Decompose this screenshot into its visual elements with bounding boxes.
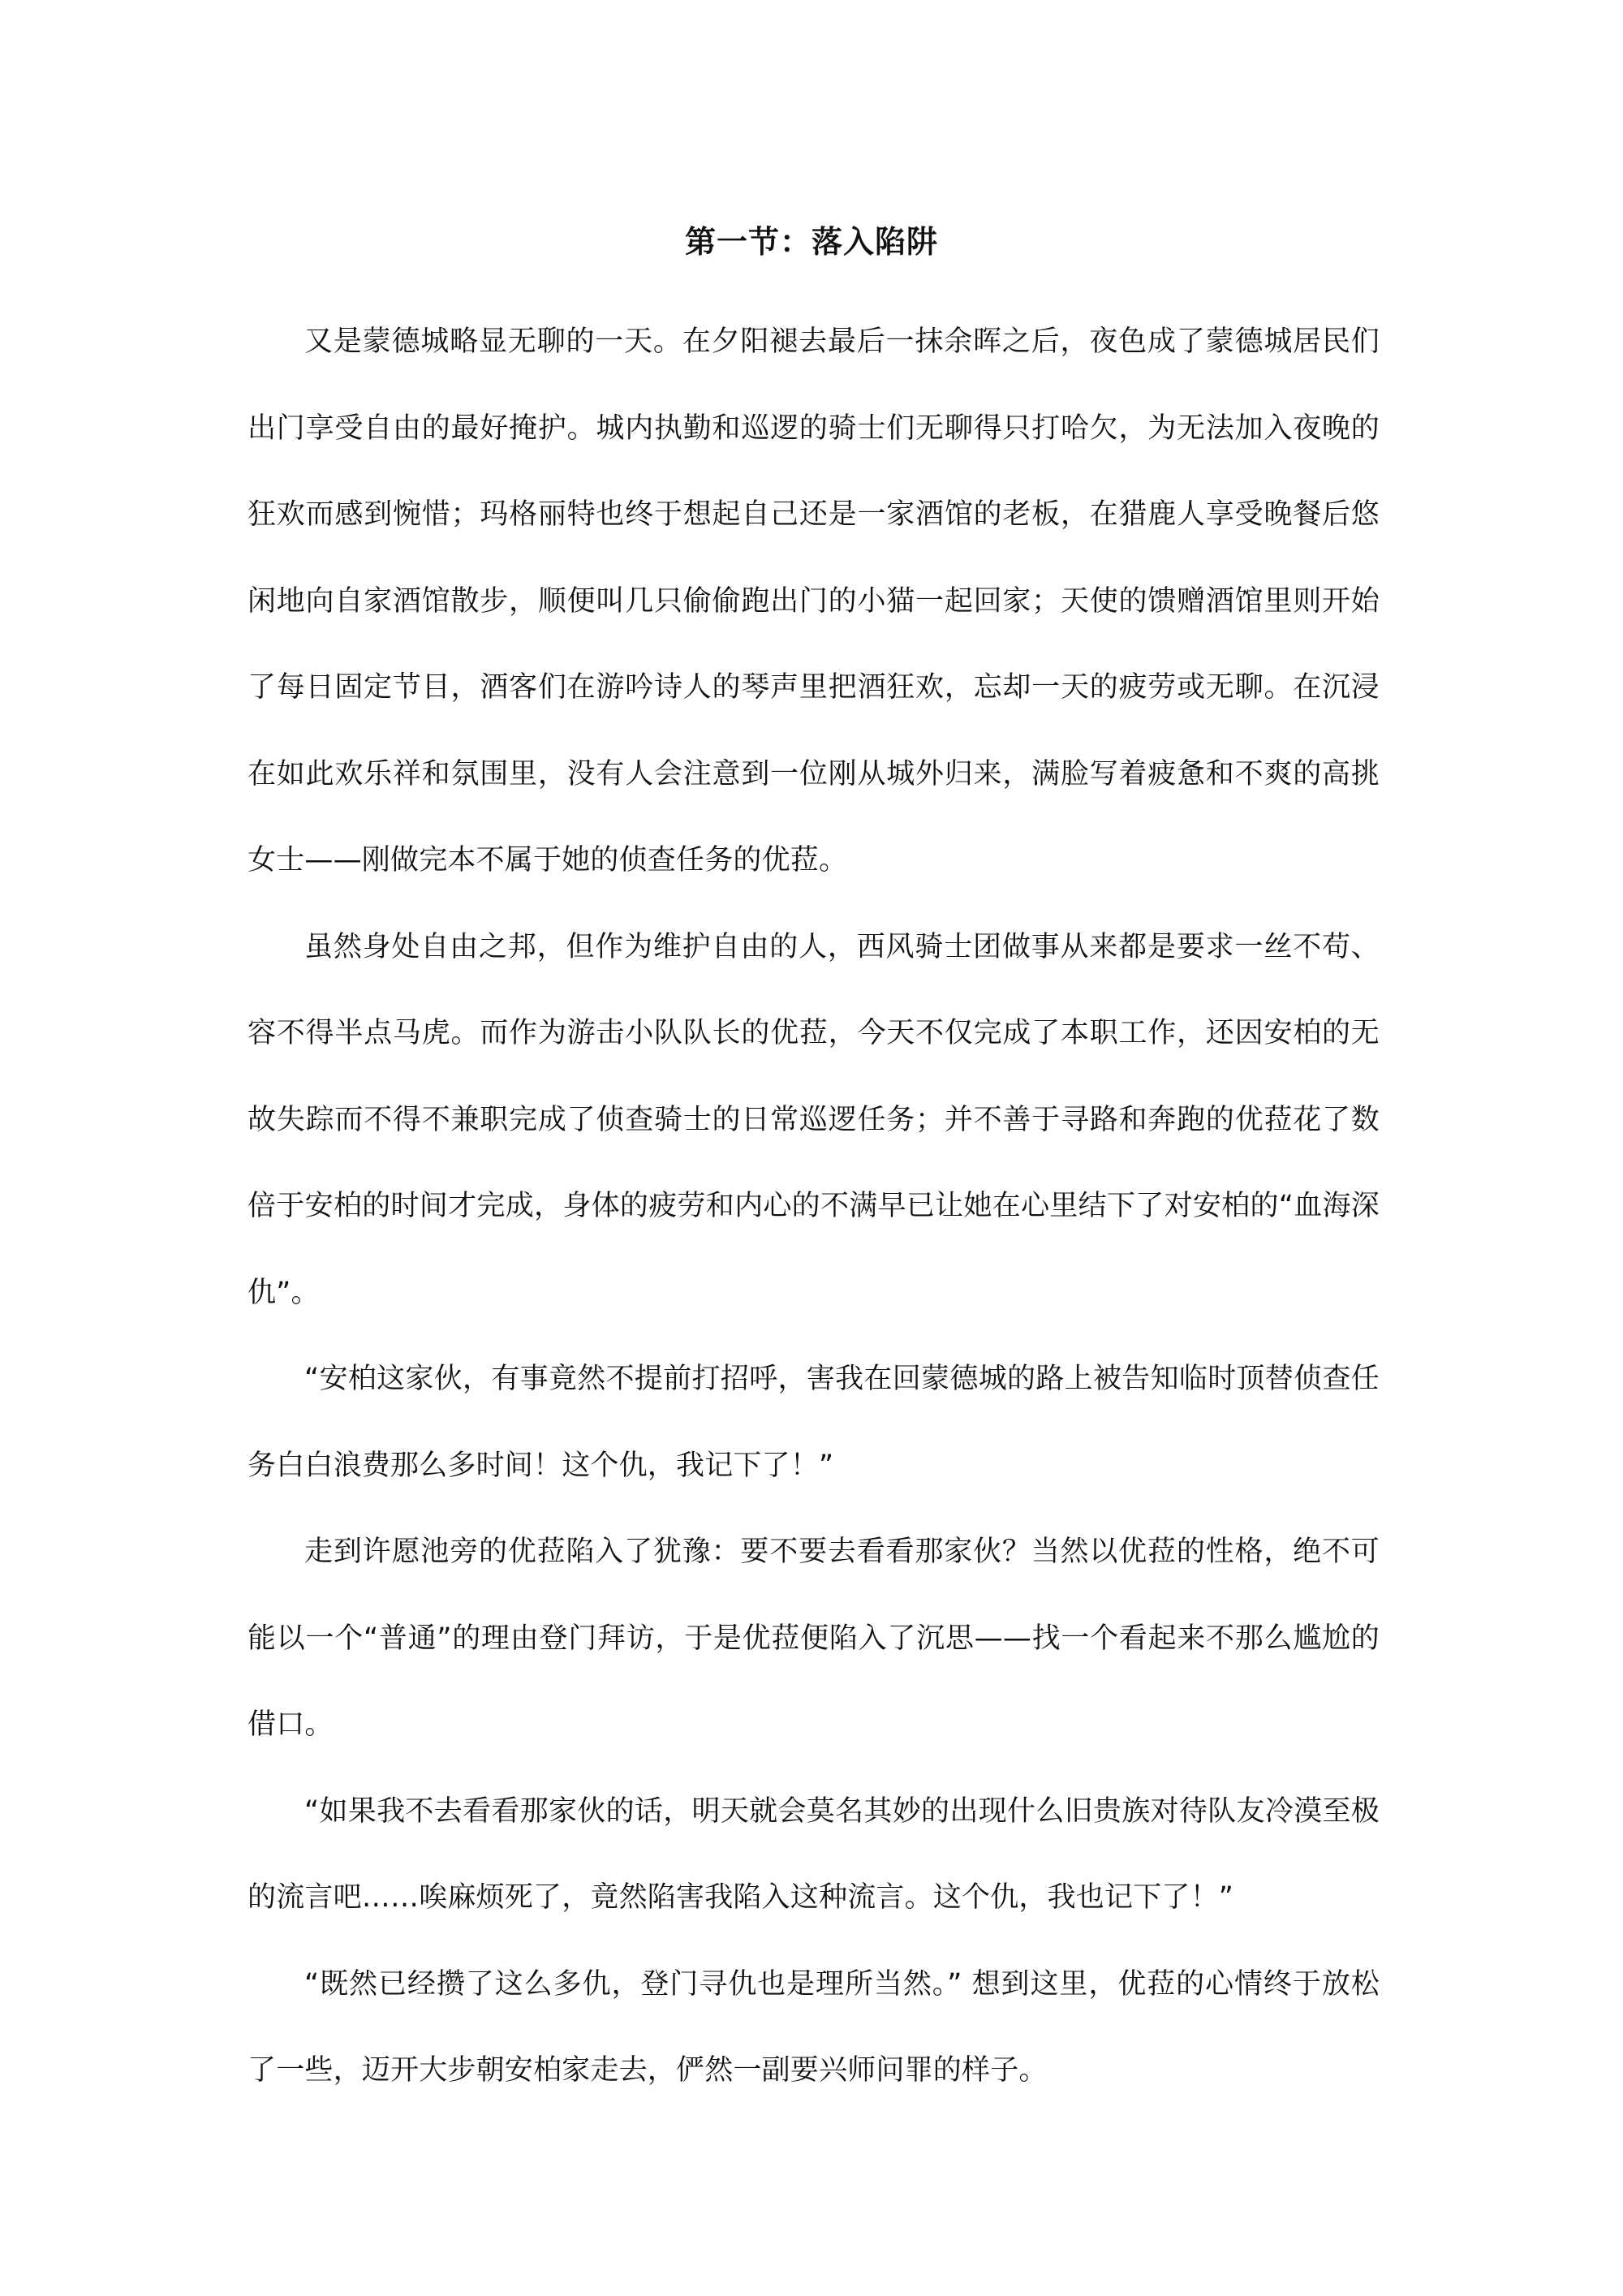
paragraph: 走到许愿池旁的优菈陷入了犹豫：要不要去看看那家伙？当然以优菈的性格，绝不可能以一个“普通”的理由登门拜访，于是优菈便陷入了沉思——找一个看起来不那么尴尬的借口。	[248, 1536, 1380, 1741]
chapter-title: 第一节：落入陷阱	[684, 224, 938, 260]
paragraph: 虽然身处自由之邦，但作为维护自由的人，西风骑士团做事从来都是要求一丝不苟、容不得半点马虎。而作为游击小队队长的优菈，今天不仅完成了本职工作，还因安柏的无故失踪而不得不兼职完成了侦查骑士的日常巡逻任务；并不善于寻路和奔跑的优菈花了数倍于安柏的时间才完成，身体的疲劳和内心的不满早已让她在心里结下了对安柏的“血海深仇”。	[248, 930, 1380, 1309]
paragraph: “如果我不去看看那家伙的话，明天就会莫名其妙的出现什么旧贵族对待队友冷漠至极的流言吧……唉麻烦死了，竟然陷害我陷入这种流言。这个仇，我也记下了！”	[248, 1794, 1380, 1914]
paragraph: “安柏这家伙，有事竟然不提前打招呼，害我在回蒙德城的路上被告知临时顶替侦查任务白白浪费那么多时间！这个仇，我记下了！”	[248, 1363, 1380, 1482]
paragraph: “既然已经攒了这么多仇，登门寻仇也是理所当然。” 想到这里，优菈的心情终于放松了一些，迈开大步朝安柏家走去，俨然一副要兴师问罪的样子。	[248, 1967, 1380, 2087]
body-text	[248, 299, 1380, 2114]
paragraph: 又是蒙德城略显无聊的一天。在夕阳褪去最后一抹余晖之后，夜色成了蒙德城居民们出门享受自由的最好掩护。城内执勤和巡逻的骑士们无聊得只打哈欠，为无法加入夜晚的狂欢而感到惋惜；玛格丽特也终于想起自己还是一家酒馆的老板，在猎鹿人享受晚餐后悠闲地向自家酒馆散步，顺便叫几只偷偷跑出门的小猫一起回家；天使的馈赠酒馆里则开始了每日固定节目，酒客们在游吟诗人的琴声里把酒狂欢，忘却一天的疲劳或无聊。在沉浸在如此欢乐祥和氛围里，没有人会注意到一位刚从城外归来，满脸写着疲惫和不爽的高挑女士——刚做完本不属于她的侦查任务的优菈。	[248, 325, 1380, 877]
